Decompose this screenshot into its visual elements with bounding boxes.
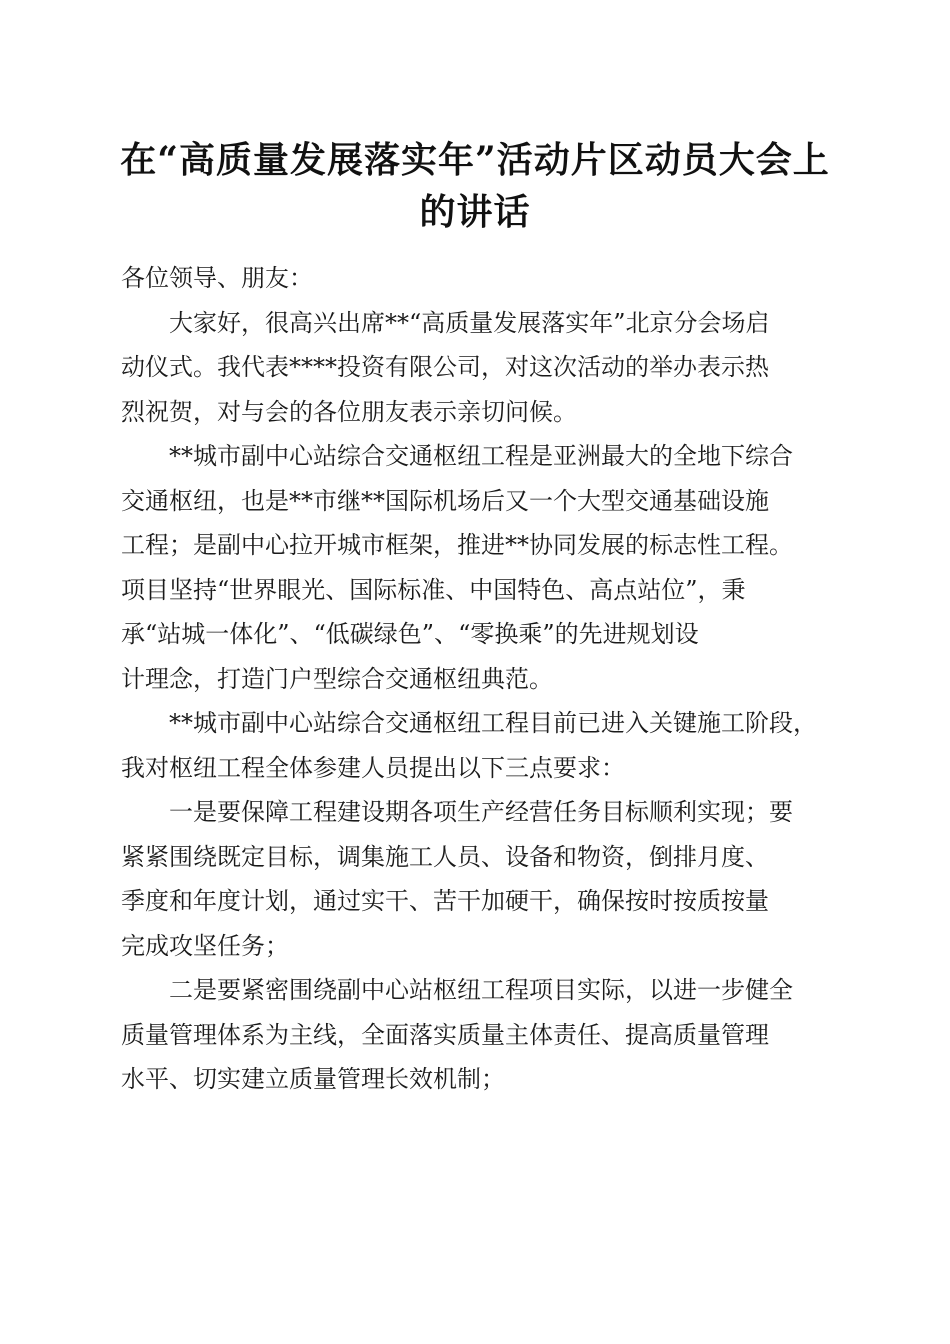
paragraph-line: 我对枢纽工程全体参建人员提出以下三点要求： — [121, 753, 625, 782]
paragraph-line: 动仪式。我代表****投资有限公司，对这次活动的举办表示热 — [121, 353, 769, 381]
paragraph-line: 交通枢纽，也是**市继**国际机场后又一个大型交通基础设施 — [121, 486, 769, 515]
paragraph-requirement-one — [121, 790, 833, 968]
paragraph-line: 季度和年度计划，通过实干、苦干加硬干，确保按时按质按量 — [121, 887, 769, 915]
paragraph-line: 项目坚持“世界眼光、国际标准、中国特色、高点站位”，秉 — [121, 575, 746, 604]
paragraph-line: 大家好，很高兴出席**“高质量发展落实年”北京分会场启 — [121, 308, 770, 337]
paragraph-line: 完成攻坚任务； — [121, 931, 289, 960]
paragraph-line: 承“站城一体化”、“低碳绿色”、“零换乘”的先进规划设 — [121, 620, 699, 648]
paragraph-line: 计理念，打造门户型综合交通枢纽典范。 — [121, 664, 553, 693]
document-title — [100, 134, 850, 238]
paragraph-line: **城市副中心站综合交通枢纽工程是亚洲最大的全地下综合 — [121, 442, 793, 470]
paragraph-requirements-intro — [121, 701, 833, 790]
paragraph-line: 二是要紧密围绕副中心站枢纽工程项目实际，以进一步健全 — [121, 976, 793, 1004]
paragraph-line: 烈祝贺，对与会的各位朋友表示亲切问候。 — [121, 397, 577, 426]
paragraph-line: 质量管理体系为主线，全面落实质量主体责任、提高质量管理 — [121, 1020, 769, 1049]
paragraph-line: **城市副中心站综合交通枢纽工程目前已进入关键施工阶段， — [121, 709, 817, 737]
paragraph-project-intro — [121, 434, 833, 701]
title-line-2: 的讲话 — [419, 191, 531, 233]
paragraph-opening — [121, 301, 833, 435]
title-line-1: 在“高质量发展落实年”活动片区动员大会上 — [120, 139, 830, 181]
greeting — [121, 256, 833, 301]
paragraph-line: 水平、切实建立质量管理长效机制； — [121, 1065, 505, 1093]
document-body — [121, 256, 833, 1102]
paragraph-line: 一是要保障工程建设期各项生产经营任务目标顺利实现；要 — [121, 798, 793, 826]
greeting-text: 各位领导、朋友： — [121, 264, 313, 292]
paragraph-line: 紧紧围绕既定目标，调集施工人员、设备和物资，倒排月度、 — [121, 842, 769, 871]
paragraph-requirement-two — [121, 968, 833, 1102]
paragraph-line: 工程；是副中心拉开城市框架，推进**协同发展的标志性工程。 — [121, 531, 793, 559]
